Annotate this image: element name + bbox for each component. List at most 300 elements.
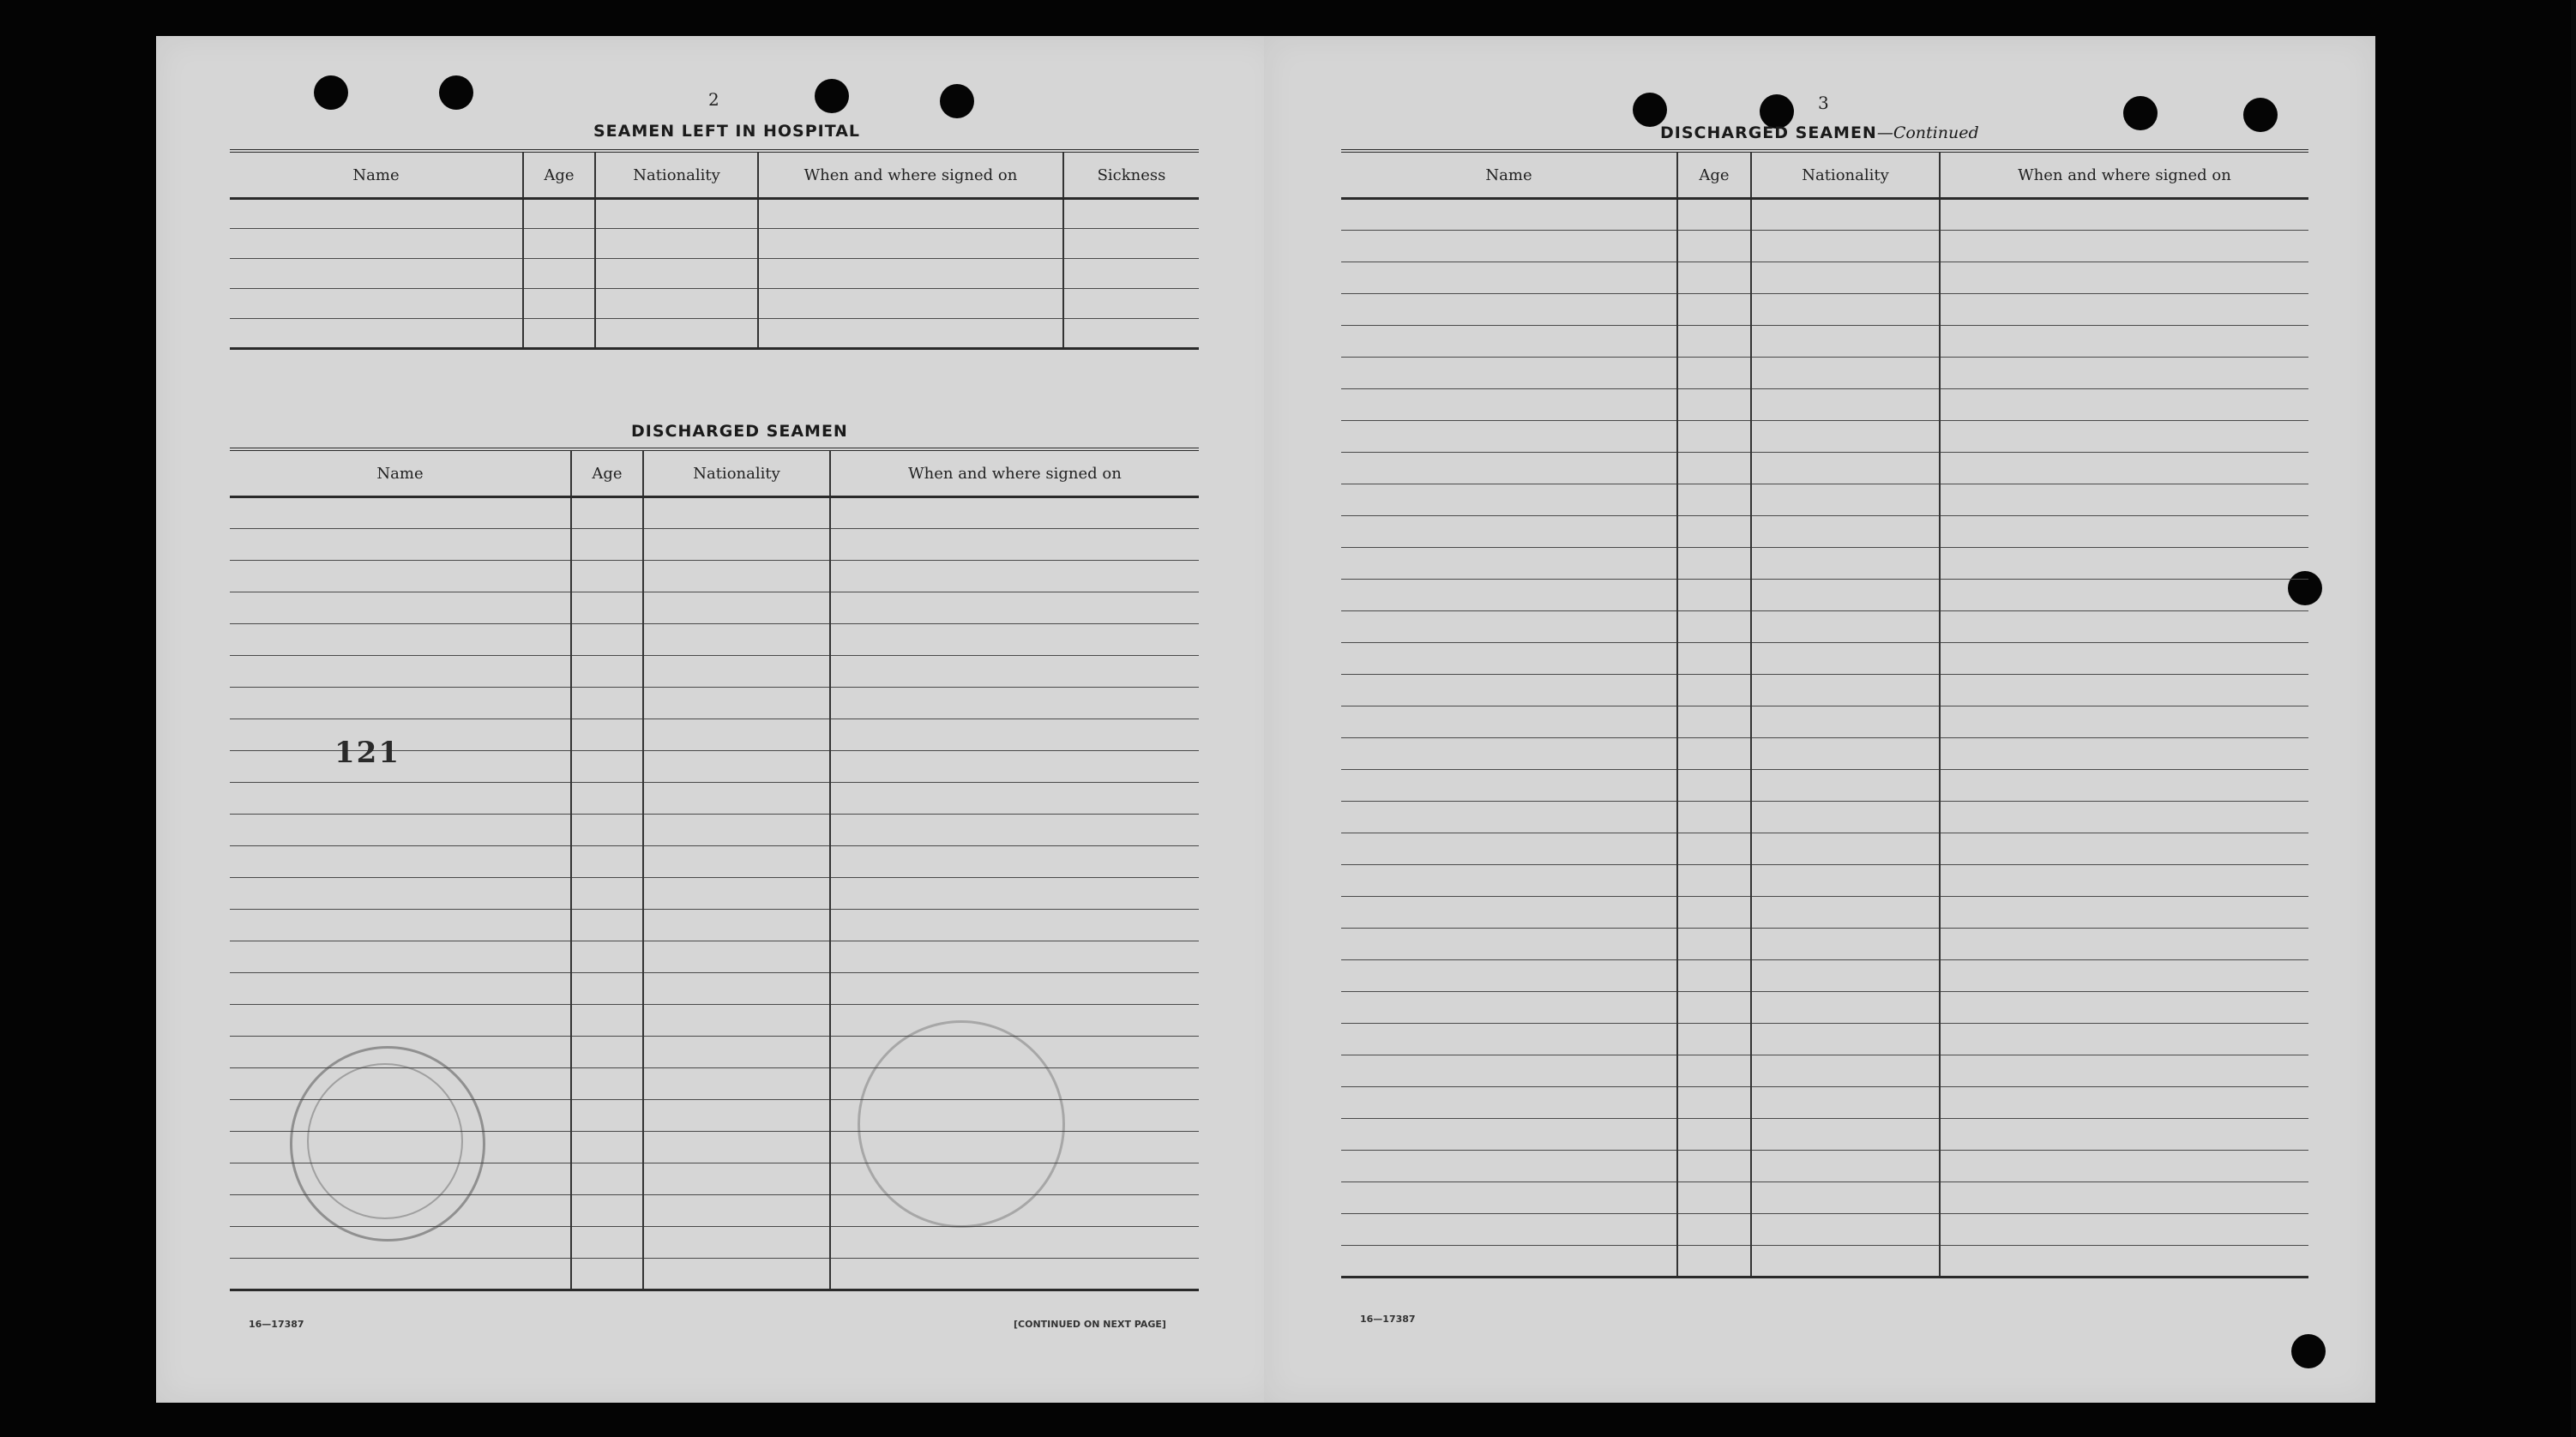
table-row [1341, 1119, 2308, 1151]
blank-cell[interactable] [1940, 833, 2308, 865]
blank-cell[interactable] [830, 497, 1199, 529]
blank-cell[interactable] [830, 846, 1199, 878]
blank-cell[interactable] [230, 561, 571, 592]
blank-cell[interactable] [571, 751, 643, 783]
blank-cell[interactable] [1751, 706, 1940, 738]
blank-cell[interactable] [1940, 389, 2308, 421]
table-row [1341, 1024, 2308, 1055]
blank-cell[interactable] [1677, 929, 1751, 960]
blank-cell[interactable] [1677, 802, 1751, 833]
blank-cell[interactable] [230, 910, 571, 941]
blank-cell[interactable] [1677, 675, 1751, 706]
blank-cell[interactable] [1751, 453, 1940, 484]
table-row [1341, 389, 2308, 421]
blank-cell[interactable] [1341, 1024, 1677, 1055]
blank-cell[interactable] [230, 259, 523, 289]
blank-cell[interactable] [1677, 358, 1751, 389]
blank-cell[interactable] [1341, 421, 1677, 453]
blank-cell[interactable] [830, 624, 1199, 656]
blank-cell[interactable] [643, 656, 830, 688]
blank-cell[interactable] [523, 259, 595, 289]
blank-cell[interactable] [1341, 453, 1677, 484]
blank-cell[interactable] [830, 1259, 1199, 1290]
blank-cell[interactable] [230, 319, 523, 349]
blank-cell[interactable] [643, 1100, 830, 1132]
blank-cell[interactable] [643, 815, 830, 846]
column-header: Age [1677, 151, 1751, 199]
blank-cell[interactable] [230, 624, 571, 656]
blank-cell[interactable] [1677, 1214, 1751, 1246]
blank-cell[interactable] [1341, 358, 1677, 389]
blank-cell[interactable] [1341, 548, 1677, 580]
blank-cell[interactable] [1341, 484, 1677, 516]
blank-cell[interactable] [1940, 580, 2308, 611]
blank-cell[interactable] [643, 1132, 830, 1163]
blank-cell[interactable] [1940, 865, 2308, 897]
blank-cell[interactable] [1063, 199, 1199, 229]
blank-cell[interactable] [1677, 516, 1751, 548]
column-header: Age [523, 151, 595, 199]
blank-cell[interactable] [1940, 262, 2308, 294]
blank-cell[interactable] [1677, 770, 1751, 802]
table-row [1341, 326, 2308, 358]
blank-cell[interactable] [1751, 802, 1940, 833]
table-row [1341, 1151, 2308, 1182]
blank-cell[interactable] [1751, 580, 1940, 611]
blank-cell[interactable] [1341, 1087, 1677, 1119]
blank-cell[interactable] [1341, 833, 1677, 865]
blank-cell[interactable] [643, 719, 830, 751]
blank-cell[interactable] [1677, 389, 1751, 421]
blank-cell[interactable] [1751, 643, 1940, 675]
blank-cell[interactable] [571, 624, 643, 656]
table-row [1341, 1087, 2308, 1119]
blank-cell[interactable] [1063, 229, 1199, 259]
blank-cell[interactable] [571, 973, 643, 1005]
blank-cell[interactable] [1751, 1055, 1940, 1087]
table-row [230, 229, 1199, 259]
blank-cell[interactable] [1940, 802, 2308, 833]
blank-cell[interactable] [1751, 675, 1940, 706]
blank-cell[interactable] [758, 289, 1063, 319]
column-header: Nationality [643, 449, 830, 497]
blank-cell[interactable] [1677, 326, 1751, 358]
blank-cell[interactable] [1677, 1119, 1751, 1151]
blank-cell[interactable] [1677, 865, 1751, 897]
handwritten-mark: 121 [334, 736, 400, 770]
blank-cell[interactable] [230, 846, 571, 878]
blank-cell[interactable] [1751, 516, 1940, 548]
blank-cell[interactable] [1751, 358, 1940, 389]
blank-cell[interactable] [571, 1037, 643, 1068]
blank-cell[interactable] [1341, 992, 1677, 1024]
blank-cell[interactable] [595, 259, 758, 289]
blank-cell[interactable] [1341, 802, 1677, 833]
blank-cell[interactable] [643, 688, 830, 719]
blank-cell[interactable] [1751, 231, 1940, 262]
table-row [1341, 897, 2308, 929]
blank-cell[interactable] [1751, 611, 1940, 643]
blank-cell[interactable] [830, 688, 1199, 719]
continued-note: [CONTINUED ON NEXT PAGE] [1014, 1319, 1166, 1330]
discharged-continued-title [1660, 123, 1979, 142]
blank-cell[interactable] [1751, 992, 1940, 1024]
blank-cell[interactable] [571, 529, 643, 561]
blank-cell[interactable] [1063, 319, 1199, 349]
table-row [1341, 833, 2308, 865]
blank-cell[interactable] [1341, 897, 1677, 929]
blank-cell[interactable] [1940, 675, 2308, 706]
blank-cell[interactable] [1677, 548, 1751, 580]
blank-cell[interactable] [643, 1259, 830, 1290]
blank-cell[interactable] [1940, 453, 2308, 484]
blank-cell[interactable] [830, 529, 1199, 561]
blank-cell[interactable] [1751, 421, 1940, 453]
blank-cell[interactable] [1940, 960, 2308, 992]
blank-cell[interactable] [1940, 643, 2308, 675]
blank-cell[interactable] [1341, 389, 1677, 421]
blank-cell[interactable] [1341, 1119, 1677, 1151]
blank-cell[interactable] [1341, 738, 1677, 770]
blank-cell[interactable] [571, 561, 643, 592]
blank-cell[interactable] [571, 815, 643, 846]
blank-cell[interactable] [1677, 960, 1751, 992]
blank-cell[interactable] [1940, 1182, 2308, 1214]
blank-cell[interactable] [830, 656, 1199, 688]
blank-cell[interactable] [1341, 611, 1677, 643]
blank-cell[interactable] [1341, 1182, 1677, 1214]
blank-cell[interactable] [230, 815, 571, 846]
blank-cell[interactable] [571, 1068, 643, 1100]
blank-cell[interactable] [230, 1005, 571, 1037]
blank-cell[interactable] [1751, 1024, 1940, 1055]
punch-hole [314, 75, 348, 110]
blank-cell[interactable] [1940, 611, 2308, 643]
table-row [1341, 580, 2308, 611]
blank-cell[interactable] [1677, 1182, 1751, 1214]
blank-cell[interactable] [1677, 1246, 1751, 1278]
column-header: Nationality [595, 151, 758, 199]
blank-cell[interactable] [1677, 421, 1751, 453]
blank-cell[interactable] [1940, 1055, 2308, 1087]
blank-cell[interactable] [1751, 833, 1940, 865]
blank-cell[interactable] [523, 199, 595, 229]
blank-cell[interactable] [523, 229, 595, 259]
blank-cell[interactable] [643, 1005, 830, 1037]
blank-cell[interactable] [1677, 643, 1751, 675]
blank-cell[interactable] [1341, 294, 1677, 326]
blank-cell[interactable] [1677, 706, 1751, 738]
table-row [230, 878, 1199, 910]
blank-cell[interactable] [643, 1227, 830, 1259]
blank-cell[interactable] [1751, 929, 1940, 960]
blank-cell[interactable] [1341, 1151, 1677, 1182]
blank-cell[interactable] [1677, 453, 1751, 484]
blank-cell[interactable] [1677, 833, 1751, 865]
blank-cell[interactable] [1341, 643, 1677, 675]
blank-cell[interactable] [1341, 675, 1677, 706]
blank-cell[interactable] [230, 289, 523, 319]
blank-cell[interactable] [830, 719, 1199, 751]
blank-cell[interactable] [1751, 1087, 1940, 1119]
blank-cell[interactable] [1677, 484, 1751, 516]
blank-cell[interactable] [1940, 1214, 2308, 1246]
blank-cell[interactable] [1341, 865, 1677, 897]
blank-cell[interactable] [1677, 738, 1751, 770]
blank-cell[interactable] [1751, 326, 1940, 358]
blank-cell[interactable] [1677, 611, 1751, 643]
blank-cell[interactable] [1341, 960, 1677, 992]
blank-cell[interactable] [1940, 1119, 2308, 1151]
blank-cell[interactable] [571, 910, 643, 941]
blank-cell[interactable] [643, 878, 830, 910]
blank-cell[interactable] [1341, 770, 1677, 802]
blank-cell[interactable] [1940, 1024, 2308, 1055]
blank-cell[interactable] [1677, 199, 1751, 231]
table-row [1341, 294, 2308, 326]
blank-cell[interactable] [1940, 770, 2308, 802]
blank-cell[interactable] [643, 624, 830, 656]
table-row [230, 973, 1199, 1005]
table-row [1341, 484, 2308, 516]
blank-cell[interactable] [758, 229, 1063, 259]
blank-cell[interactable] [571, 846, 643, 878]
blank-cell[interactable] [571, 719, 643, 751]
blank-cell[interactable] [1677, 580, 1751, 611]
blank-cell[interactable] [1940, 1087, 2308, 1119]
blank-cell[interactable] [230, 199, 523, 229]
blank-cell[interactable] [1751, 897, 1940, 929]
table-row [230, 199, 1199, 229]
table-row [1341, 1214, 2308, 1246]
right-page [1264, 36, 2375, 1403]
blank-cell[interactable] [1940, 421, 2308, 453]
blank-cell[interactable] [571, 1100, 643, 1132]
blank-cell[interactable] [1341, 1214, 1677, 1246]
blank-cell[interactable] [1940, 897, 2308, 929]
blank-cell[interactable] [1940, 326, 2308, 358]
punch-hole [439, 75, 473, 110]
blank-cell[interactable] [595, 199, 758, 229]
blank-cell[interactable] [643, 910, 830, 941]
blank-cell[interactable] [1751, 484, 1940, 516]
blank-cell[interactable] [230, 783, 571, 815]
blank-cell[interactable] [830, 1005, 1199, 1037]
blank-cell[interactable] [1063, 259, 1199, 289]
blank-cell[interactable] [1341, 326, 1677, 358]
hospital-section-title: SEAMEN LEFT IN HOSPITAL [593, 122, 861, 141]
blank-cell[interactable] [830, 973, 1199, 1005]
blank-cell[interactable] [1751, 960, 1940, 992]
blank-cell[interactable] [595, 229, 758, 259]
blank-cell[interactable] [571, 1005, 643, 1037]
blank-cell[interactable] [1940, 738, 2308, 770]
blank-cell[interactable] [1677, 1055, 1751, 1087]
blank-cell[interactable] [643, 497, 830, 529]
blank-cell[interactable] [1677, 231, 1751, 262]
blank-cell[interactable] [230, 529, 571, 561]
blank-cell[interactable] [643, 561, 830, 592]
blank-cell[interactable] [1940, 358, 2308, 389]
blank-cell[interactable] [830, 783, 1199, 815]
table-row [1341, 1055, 2308, 1087]
blank-cell[interactable] [1940, 294, 2308, 326]
column-header: Sickness [1063, 151, 1199, 199]
blank-cell[interactable] [1751, 1151, 1940, 1182]
blank-cell[interactable] [643, 1068, 830, 1100]
table-row [230, 1259, 1199, 1290]
blank-cell[interactable] [1341, 262, 1677, 294]
form-code: 16—17387 [249, 1319, 304, 1330]
discharged-continued-label: DISCHARGED SEAMEN [1660, 123, 1877, 142]
blank-cell[interactable] [1940, 992, 2308, 1024]
blank-cell[interactable] [1677, 992, 1751, 1024]
blank-cell[interactable] [1341, 231, 1677, 262]
column-header: When and where signed on [1940, 151, 2308, 199]
blank-cell[interactable] [643, 941, 830, 973]
blank-cell[interactable] [758, 259, 1063, 289]
blank-cell[interactable] [1341, 929, 1677, 960]
blank-cell[interactable] [643, 1037, 830, 1068]
blank-cell[interactable] [1751, 865, 1940, 897]
blank-cell[interactable] [758, 319, 1063, 349]
blank-cell[interactable] [230, 751, 571, 783]
blank-cell[interactable] [571, 688, 643, 719]
blank-cell[interactable] [1751, 1214, 1940, 1246]
table-row [1341, 643, 2308, 675]
blank-cell[interactable] [571, 656, 643, 688]
blank-cell[interactable] [230, 592, 571, 624]
left-page [156, 36, 1279, 1403]
blank-cell[interactable] [643, 973, 830, 1005]
blank-cell[interactable] [1751, 1182, 1940, 1214]
table-row [230, 497, 1199, 529]
page-number: 3 [1818, 93, 1829, 113]
column-header: When and where signed on [830, 449, 1199, 497]
blank-cell[interactable] [1940, 231, 2308, 262]
table-row [1341, 262, 2308, 294]
blank-cell[interactable] [1341, 1246, 1677, 1278]
blank-cell[interactable] [1751, 389, 1940, 421]
blank-cell[interactable] [230, 1259, 571, 1290]
blank-cell[interactable] [523, 319, 595, 349]
table-row [230, 1005, 1199, 1037]
blank-cell[interactable] [571, 783, 643, 815]
blank-cell[interactable] [1677, 1024, 1751, 1055]
blank-cell[interactable] [643, 1195, 830, 1227]
blank-cell[interactable] [830, 592, 1199, 624]
blank-cell[interactable] [1751, 548, 1940, 580]
blank-cell[interactable] [1751, 294, 1940, 326]
blank-cell[interactable] [1940, 1151, 2308, 1182]
blank-cell[interactable] [230, 878, 571, 910]
blank-cell[interactable] [523, 289, 595, 319]
blank-cell[interactable] [595, 289, 758, 319]
blank-cell[interactable] [230, 229, 523, 259]
blank-cell[interactable] [571, 497, 643, 529]
blank-cell[interactable] [230, 688, 571, 719]
blank-cell[interactable] [1940, 548, 2308, 580]
blank-cell[interactable] [643, 783, 830, 815]
blank-cell[interactable] [571, 1227, 643, 1259]
blank-cell[interactable] [1341, 516, 1677, 548]
blank-cell[interactable] [830, 751, 1199, 783]
blank-cell[interactable] [1341, 199, 1677, 231]
blank-cell[interactable] [230, 941, 571, 973]
blank-cell[interactable] [830, 910, 1199, 941]
blank-cell[interactable] [571, 941, 643, 973]
blank-cell[interactable] [1751, 738, 1940, 770]
blank-cell[interactable] [1751, 199, 1940, 231]
blank-cell[interactable] [230, 497, 571, 529]
table-row [1341, 770, 2308, 802]
blank-cell[interactable] [830, 941, 1199, 973]
blank-cell[interactable] [1940, 929, 2308, 960]
blank-cell[interactable] [571, 592, 643, 624]
punch-hole [940, 84, 974, 118]
blank-cell[interactable] [643, 751, 830, 783]
blank-cell[interactable] [230, 656, 571, 688]
blank-cell[interactable] [230, 973, 571, 1005]
blank-cell[interactable] [1751, 1119, 1940, 1151]
blank-cell[interactable] [1677, 897, 1751, 929]
blank-cell[interactable] [1940, 706, 2308, 738]
table-row [230, 656, 1199, 688]
table-row [1341, 358, 2308, 389]
blank-cell[interactable] [1940, 516, 2308, 548]
table-row [230, 941, 1199, 973]
blank-cell[interactable] [830, 561, 1199, 592]
blank-cell[interactable] [1751, 770, 1940, 802]
blank-cell[interactable] [643, 529, 830, 561]
blank-cell[interactable] [230, 719, 571, 751]
blank-cell[interactable] [643, 846, 830, 878]
table-row [1341, 802, 2308, 833]
blank-cell[interactable] [1063, 289, 1199, 319]
punch-hole [2123, 96, 2158, 130]
table-row [230, 319, 1199, 349]
table-row [230, 259, 1199, 289]
blank-cell[interactable] [571, 878, 643, 910]
page-number: 2 [708, 89, 719, 110]
blank-cell[interactable] [571, 1259, 643, 1290]
blank-cell[interactable] [830, 878, 1199, 910]
blank-cell[interactable] [571, 1195, 643, 1227]
blank-cell[interactable] [1940, 199, 2308, 231]
blank-cell[interactable] [758, 199, 1063, 229]
blank-cell[interactable] [1341, 580, 1677, 611]
blank-cell[interactable] [571, 1132, 643, 1163]
blank-cell[interactable] [830, 815, 1199, 846]
blank-cell[interactable] [1677, 1151, 1751, 1182]
blank-cell[interactable] [1341, 1055, 1677, 1087]
punch-hole [1633, 93, 1667, 127]
blank-cell[interactable] [1677, 262, 1751, 294]
blank-cell[interactable] [643, 592, 830, 624]
blank-cell[interactable] [830, 1227, 1199, 1259]
blank-cell[interactable] [1751, 262, 1940, 294]
blank-cell[interactable] [1940, 484, 2308, 516]
blank-cell[interactable] [643, 1163, 830, 1195]
blank-cell[interactable] [595, 319, 758, 349]
blank-cell[interactable] [1341, 706, 1677, 738]
blank-cell[interactable] [571, 1163, 643, 1195]
blank-cell[interactable] [1940, 1246, 2308, 1278]
table-row [1341, 738, 2308, 770]
blank-cell[interactable] [1751, 1246, 1940, 1278]
blank-cell[interactable] [1677, 1087, 1751, 1119]
blank-cell[interactable] [1677, 294, 1751, 326]
